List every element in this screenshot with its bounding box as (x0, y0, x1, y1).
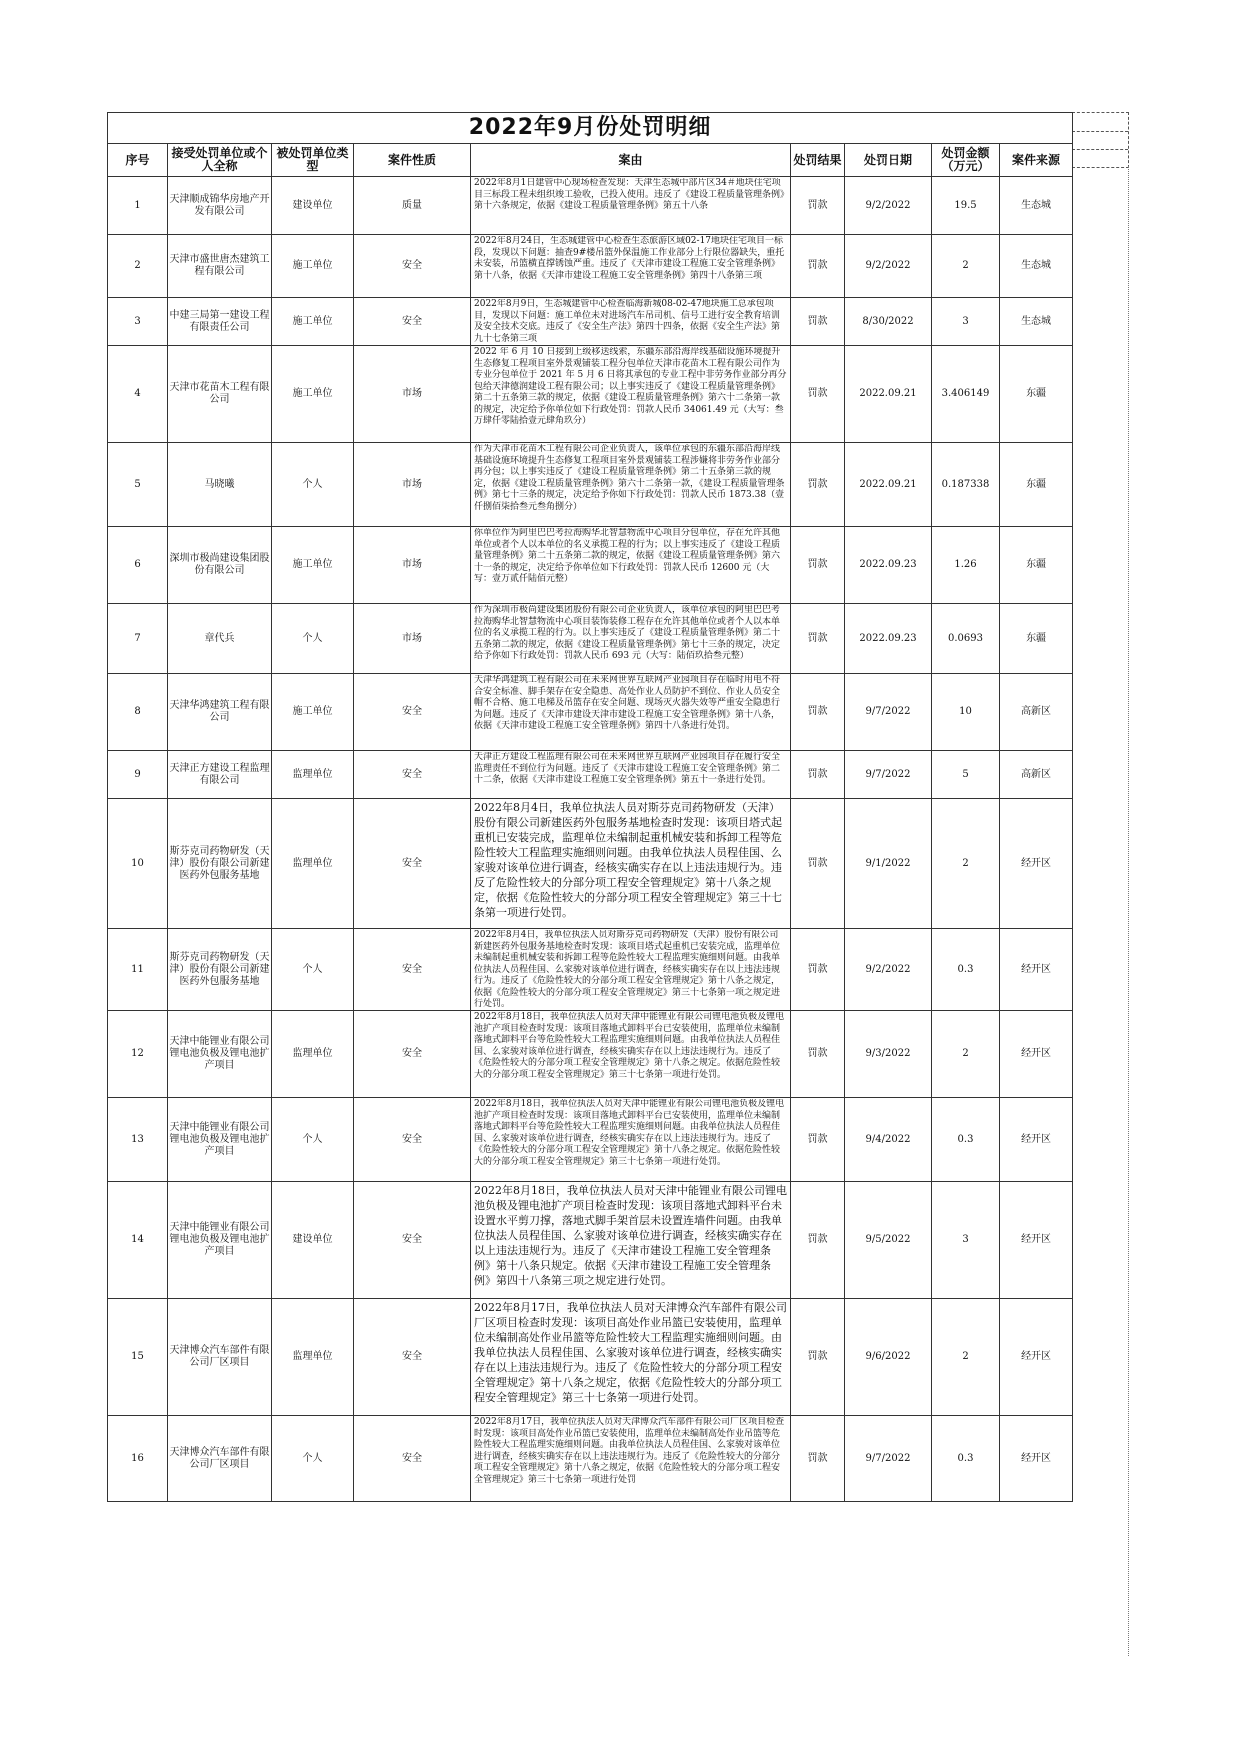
cell-no: 13 (108, 1098, 168, 1182)
table-row (108, 1098, 1073, 1182)
cell-name: 章代兵 (168, 604, 272, 674)
cell-nature: 安全 (354, 929, 471, 1011)
cell-name: 斯芬克司药物研发（天津）股份有限公司新建医药外包服务基地 (168, 929, 272, 1011)
header-reason: 案由 (471, 144, 791, 177)
cell-amount: 10 (932, 674, 1000, 751)
header-row (108, 144, 1073, 177)
cell-reason (471, 235, 791, 298)
cell-reason (471, 1011, 791, 1098)
cell-amount: 0.0693 (932, 604, 1000, 674)
cell-result: 罚款 (791, 1182, 845, 1299)
cell-date: 9/7/2022 (845, 674, 932, 751)
table-row (108, 177, 1073, 235)
reason-text: 作为深圳市极尚建设集团股份有限公司企业负责人，该单位承包的阿里巴巴考拉海购华北智慧物流中心项目装饰装修工程存在允许其他单位或者个人以本单位的名义承揽工程的行为。以上事实违反了《建设工程质量管理条例》第二十五条第二款的规定，依据《建设工程质量管理条例》第七十三条的规定，决定给予你如下行政处罚：罚款人民币 693 元（大写：陆佰玖拾叁元整） (474, 605, 781, 661)
cell-reason (471, 346, 791, 443)
reason-text: 2022年8月24日，生态城建管中心检查生态旅游区域02-17地块住宅项目一标段，发现以下问题：抽查9#楼吊篮外保温施工作业部分上行限位器缺失，重托未安装，吊篮横直撑锈蚀严重。违反了《天津市建设工程施工安全管理条例》第十八条，依据《天津市建设工程施工安全管理条例》第四十八条第三项 (474, 236, 785, 281)
cell-source: 经开区 (1000, 1182, 1073, 1299)
cell-amount: 2 (932, 1011, 1000, 1098)
cell-amount: 2 (932, 235, 1000, 298)
cell-nature: 安全 (354, 1299, 471, 1416)
table-row (108, 1416, 1073, 1502)
cell-date: 9/2/2022 (845, 235, 932, 298)
reason-text: 天津华鸿建筑工程有限公司在未来网世界互联网产业园项目存在临时用电不符合安全标准、脚手架存在安全隐患、高处作业人员防护不到位、作业人员安全帽不合格、施工电梯及吊篮存在安全问题、现场灭火器失效等严重安全隐患行为问题。违反了《天津市建设天津市建设工程施工安全管理条例》第十八条，依据《天津市建设工程施工安全管理条例》第四十八条进行处罚。 (474, 675, 781, 731)
table-row (108, 1182, 1073, 1299)
cell-reason (471, 929, 791, 1011)
cell-amount: 19.5 (932, 177, 1000, 235)
cell-no: 12 (108, 1011, 168, 1098)
cell-result: 罚款 (791, 443, 845, 527)
cell-source: 经开区 (1000, 1299, 1073, 1416)
cell-date: 9/2/2022 (845, 929, 932, 1011)
table-row (108, 674, 1073, 751)
cell-result: 罚款 (791, 1098, 845, 1182)
cell-source: 生态城 (1000, 298, 1073, 346)
cell-type: 施工单位 (272, 298, 354, 346)
cell-no: 7 (108, 604, 168, 674)
cell-result: 罚款 (791, 527, 845, 604)
cell-date: 2022.09.21 (845, 346, 932, 443)
cell-amount: 5 (932, 751, 1000, 799)
reason-text: 2022年8月9日，生态城建管中心检查临海新城08-02-47地块施工总承包项目，发现以下问题：施工单位未对进场汽车吊司机、信号工进行安全教育培训及安全技术交底。违反了《安全生产法》第四十四条，依据《安全生产法》第九十七条第三项 (474, 299, 781, 344)
cell-reason (471, 604, 791, 674)
penalty-sheet (107, 112, 1107, 1502)
cell-type: 监理单位 (272, 751, 354, 799)
cell-source: 东疆 (1000, 346, 1073, 443)
cell-source: 经开区 (1000, 929, 1073, 1011)
cell-reason (471, 799, 791, 929)
reason-text: 2022年8月18日，我单位执法人员对天津中能锂业有限公司锂电池负极及锂电池扩产项目检查时发现：该项目落地式卸料平台已安装使用，监理单位未编制落地式卸料平台等危险性较大工程监理实施细则问题。由我单位执法人员程佳国、么家骏对该单位进行调查，经核实确实存在以上违法违规行为。违反了《危险性较大的分部分项工程安全管理规定》第十八条之规定。依据危险性较大的分部分项工程安全管理规定》第三十七条第一项进行处罚。 (474, 1012, 785, 1080)
header-nature: 案件性质 (354, 144, 471, 177)
cell-no: 5 (108, 443, 168, 527)
cell-nature: 市场 (354, 443, 471, 527)
reason-text: 作为天津市花苗木工程有限公司企业负责人，该单位承包的东疆东部沿海岸线基础设施环境提升生态修复工程项目室外景观铺装工程涉嫌将非劳务作业部分再分包；以上事实违反了《建设工程质量管理条例》第二十五条第三款的规定，依据《建设工程质量管理条例》第六十二条第一款，《建设工程质量管理条例》第七十三条的规定，决定给予你如下行政处罚：罚款人民币 1873.38（壹仟捌佰柒拾叁元叁角捌分） (474, 444, 785, 512)
cell-no: 3 (108, 298, 168, 346)
cell-amount: 1.26 (932, 527, 1000, 604)
reason-text: 2022 年 6 月 10 日接到上级移送线索，东疆东部沿海岸线基础设施环境提升生态修复工程项目室外景观铺装工程分包单位天津市花苗木工程有限公司作为专业分包单位于 2021 年 5 月 6 日将其承包的专业工程中非劳务作业部分再分包给天津德润建设工程有限公司；以上事实违反了《建设工程质量管理条例》第二十五条第三款的规定，依据《建设工程质量管理条例》第六十二条第一款的规定，决定给予你单位如下行政处罚：罚款人民币 34061.49 元（大写：叁万肆仟零陆拾壹元肆角玖分） (474, 347, 787, 426)
cell-nature: 安全 (354, 298, 471, 346)
cell-date: 9/2/2022 (845, 177, 932, 235)
cell-no: 4 (108, 346, 168, 443)
table-row (108, 443, 1073, 527)
cell-name: 天津中能锂业有限公司锂电池负极及锂电池扩产项目 (168, 1098, 272, 1182)
cell-source: 经开区 (1000, 1416, 1073, 1502)
cell-no: 11 (108, 929, 168, 1011)
cell-nature: 安全 (354, 1182, 471, 1299)
cell-amount: 2 (932, 799, 1000, 929)
cell-source: 经开区 (1000, 1011, 1073, 1098)
page-title: 2022年9月份处罚明细 (108, 113, 1073, 144)
reason-text: 2022年8月4日，我单位执法人员对斯芬克司药物研发（天津）股份有限公司新建医药外包服务基地检查时发现：该项目塔式起重机已安装完成，监理单位未编制起重机械安装和拆卸工程等危险性较大工程监理实施细则问题。由我单位执法人员程佳国、么家骏对该单位进行调查，经核实确实存在以上违法违规行为。违反了《危险性较大的分部分项工程安全管理规定》第十八条之规定，依据《危险性较大的分部分项工程安全管理规定》第三十七条第一项之规定进行处罚。 (474, 930, 781, 1009)
table-row (108, 298, 1073, 346)
cell-type: 监理单位 (272, 1299, 354, 1416)
cell-result: 罚款 (791, 177, 845, 235)
cell-type: 个人 (272, 929, 354, 1011)
cell-type: 施工单位 (272, 346, 354, 443)
cell-reason (471, 298, 791, 346)
cell-type: 施工单位 (272, 235, 354, 298)
table-row (108, 1011, 1073, 1098)
reason-text: 2022年8月17日，我单位执法人员对天津博众汽车部件有限公司厂区项目检查时发现：该项目高处作业吊篮已安装使用，监理单位未编制高处作业吊篮等危险性较大工程监理实施细则问题。由我单位执法人员程佳国、么家骏对该单位进行调查，经核实确实存在以上违法违规行为。违反了《危险性较大的分部分项工程安全管理规定》第十八条之规定，依据《危险性较大的分部分项工程安全管理规定》第三十七条第一项进行处罚 (474, 1417, 785, 1485)
header-type: 被处罚单位类型 (272, 144, 354, 177)
cell-source: 东疆 (1000, 443, 1073, 527)
cell-reason (471, 1416, 791, 1502)
cell-result: 罚款 (791, 1299, 845, 1416)
cell-nature: 安全 (354, 674, 471, 751)
cell-date: 9/3/2022 (845, 1011, 932, 1098)
cell-type: 建设单位 (272, 177, 354, 235)
cell-source: 东疆 (1000, 527, 1073, 604)
cell-amount: 3 (932, 298, 1000, 346)
cell-amount: 2 (932, 1299, 1000, 1416)
cell-source: 高新区 (1000, 674, 1073, 751)
cell-reason (471, 177, 791, 235)
reason-text: 你单位作为阿里巴巴考拉海购华北智慧物流中心项目分包单位，存在允许其他单位或者个人以本单位的名义承揽工程的行为；以上事实违反了《建设工程质量管理条例》第二十五条第二款的规定，依据《建设工程质量管理条例》第六十一条的规定，决定给予你单位如下行政处罚：罚款人民币 12600 元（大写：壹万贰仟陆佰元整） (474, 528, 781, 584)
cell-result: 罚款 (791, 751, 845, 799)
reason-text: 天津正方建设工程监理有限公司在未来网世界互联网产业园项目存在履行安全监理责任不到位行为问题。违反了《天津市建设工程施工安全管理条例》第二十二条，依据《天津市建设工程施工安全管理条例》第五十一条进行处罚。 (474, 752, 781, 785)
header-source: 案件来源 (1000, 144, 1073, 177)
cell-reason (471, 674, 791, 751)
cell-nature: 安全 (354, 235, 471, 298)
cell-date: 9/5/2022 (845, 1182, 932, 1299)
reason-text: 2022年8月18日，我单位执法人员对天津中能锂业有限公司锂电池负极及锂电池扩产项目检查时发现：该项目落地式卸料平台未设置水平剪刀撑，落地式脚手架首层未设置连墙件问题。由我单位执法人员程佳国、么家骏对该单位进行调查，经核实确实存在以上违法违规行为。违反了《天津市建设工程施工安全管理条例》第十八条只规定。依据《天津市建设工程施工安全管理条例》第四十八条第三项之规定进行处罚。 (474, 1184, 787, 1287)
cell-type: 施工单位 (272, 674, 354, 751)
cell-source: 经开区 (1000, 799, 1073, 929)
cell-date: 9/1/2022 (845, 799, 932, 929)
table-row (108, 799, 1073, 929)
reason-text: 2022年8月17日，我单位执法人员对天津博众汽车部件有限公司厂区项目检查时发现：该项目高处作业吊篮已安装使用，监理单位未编制高处作业吊篮等危险性较大工程监理实施细则问题。由我单位执法人员程佳国、么家骏对该单位进行调查，经核实确实存在以上违法违规行为。违反了《危险性较大的分部分项工程安全管理规定》第十八条之规定，依据《危险性较大的分部分项工程安全管理规定》第三十七条第一项进行处罚。 (474, 1301, 787, 1404)
cell-type: 建设单位 (272, 1182, 354, 1299)
cell-amount: 0.3 (932, 1098, 1000, 1182)
cell-name: 中建三局第一建设工程有限责任公司 (168, 298, 272, 346)
cell-type: 监理单位 (272, 799, 354, 929)
reason-text: 2022年8月4日，我单位执法人员对斯芬克司药物研发（天津）股份有限公司新建医药外包服务基地检查时发现：该项目塔式起重机已安装完成，监理单位未编制起重机械安装和拆卸工程等危险性较大工程监理实施细则问题。由我单位执法人员程佳国、么家骏对该单位进行调查，经核实确实存在以上违法违规行为。违反了危险性较大的分部分项工程安全管理规定》第十八条之规定，依据《危险性较大的分部分项工程安全管理规定》第三十七条第一项进行处罚。 (474, 801, 782, 919)
cell-date: 9/7/2022 (845, 1416, 932, 1502)
cell-result: 罚款 (791, 604, 845, 674)
cell-type: 施工单位 (272, 527, 354, 604)
cell-name: 天津市花苗木工程有限公司 (168, 346, 272, 443)
table-row (108, 1299, 1073, 1416)
cell-date: 8/30/2022 (845, 298, 932, 346)
cell-result: 罚款 (791, 1416, 845, 1502)
cell-reason (471, 751, 791, 799)
cell-no: 15 (108, 1299, 168, 1416)
cell-date: 2022.09.21 (845, 443, 932, 527)
cell-date: 9/6/2022 (845, 1299, 932, 1416)
cell-result: 罚款 (791, 298, 845, 346)
cell-nature: 市场 (354, 346, 471, 443)
cell-result: 罚款 (791, 235, 845, 298)
cell-result: 罚款 (791, 929, 845, 1011)
cell-type: 个人 (272, 1098, 354, 1182)
cell-nature: 市场 (354, 604, 471, 674)
cell-name: 天津顺成锦华房地产开发有限公司 (168, 177, 272, 235)
cell-nature: 安全 (354, 1416, 471, 1502)
cell-type: 监理单位 (272, 1011, 354, 1098)
cell-amount: 0.187338 (932, 443, 1000, 527)
header-result: 处罚结果 (791, 144, 845, 177)
cell-no: 8 (108, 674, 168, 751)
table-row (108, 751, 1073, 799)
cell-nature: 安全 (354, 799, 471, 929)
cell-reason (471, 527, 791, 604)
cell-reason (471, 1098, 791, 1182)
table-row (108, 604, 1073, 674)
cell-name: 天津中能锂业有限公司锂电池负极及锂电池扩产项目 (168, 1011, 272, 1098)
cell-name: 深圳市极尚建设集团股份有限公司 (168, 527, 272, 604)
cell-result: 罚款 (791, 674, 845, 751)
table-row (108, 929, 1073, 1011)
table-row (108, 235, 1073, 298)
cell-nature: 安全 (354, 1011, 471, 1098)
cell-result: 罚款 (791, 1011, 845, 1098)
cell-reason (471, 1182, 791, 1299)
cell-source: 经开区 (1000, 1098, 1073, 1182)
cell-result: 罚款 (791, 346, 845, 443)
cell-name: 天津博众汽车部件有限公司厂区项目 (168, 1416, 272, 1502)
header-amount: 处罚金额（万元） (932, 144, 1000, 177)
cell-name: 天津正方建设工程监理有限公司 (168, 751, 272, 799)
cell-date: 9/7/2022 (845, 751, 932, 799)
cell-source: 高新区 (1000, 751, 1073, 799)
cell-name: 天津市盛世唐杰建筑工程有限公司 (168, 235, 272, 298)
cell-no: 9 (108, 751, 168, 799)
cell-amount: 0.3 (932, 929, 1000, 1011)
cell-type: 个人 (272, 443, 354, 527)
table-row (108, 346, 1073, 443)
cell-date: 2022.09.23 (845, 527, 932, 604)
penalty-table (107, 112, 1073, 1502)
cell-name: 天津华鸿建筑工程有限公司 (168, 674, 272, 751)
reason-text: 2022年8月1日建管中心现场检查发现：天津生态城中部片区34＃地块住宅项目三标段工程未组织竣工验收，已投入使用。违反了《建设工程质量管理条例》第十六条规定，依据《建设工程质量管理条例》第五十八条 (474, 178, 785, 211)
cell-no: 1 (108, 177, 168, 235)
cell-source: 生态城 (1000, 235, 1073, 298)
cell-no: 14 (108, 1182, 168, 1299)
cell-nature: 安全 (354, 1098, 471, 1182)
cell-name: 天津中能锂业有限公司锂电池负极及锂电池扩产项目 (168, 1182, 272, 1299)
cell-reason (471, 1299, 791, 1416)
gridline (1128, 166, 1129, 1656)
cell-source: 东疆 (1000, 604, 1073, 674)
reason-text: 2022年8月18日，我单位执法人员对天津中能锂业有限公司锂电池负极及锂电池扩产项目检查时发现：该项目落地式卸料平台已安装使用，监理单位未编制落地式卸料平台等危险性较大工程监理实施细则问题。由我单位执法人员程佳国、么家骏对该单位进行调查，经核实确实存在以上违法违规行为。违反了《危险性较大的分部分项工程安全管理规定》第十八条之规定。依据危险性较大的分部分项工程安全管理规定》第三十七条第一项进行处罚。 (474, 1099, 785, 1167)
cell-reason (471, 443, 791, 527)
cell-date: 2022.09.23 (845, 604, 932, 674)
cell-name: 天津博众汽车部件有限公司厂区项目 (168, 1299, 272, 1416)
table-row (108, 527, 1073, 604)
cell-nature: 市场 (354, 527, 471, 604)
cell-amount: 0.3 (932, 1416, 1000, 1502)
cell-nature: 安全 (354, 751, 471, 799)
cell-amount: 3 (932, 1182, 1000, 1299)
cell-name: 斯芬克司药物研发（天津）股份有限公司新建医药外包服务基地 (168, 799, 272, 929)
cell-no: 6 (108, 527, 168, 604)
cell-source: 生态城 (1000, 177, 1073, 235)
cell-type: 个人 (272, 604, 354, 674)
cell-no: 16 (108, 1416, 168, 1502)
cell-date: 9/4/2022 (845, 1098, 932, 1182)
header-date: 处罚日期 (845, 144, 932, 177)
cell-nature: 质量 (354, 177, 471, 235)
cell-amount: 3.406149 (932, 346, 1000, 443)
cell-no: 10 (108, 799, 168, 929)
cell-name: 马晓曦 (168, 443, 272, 527)
header-name: 接受处罚单位或个人全称 (168, 144, 272, 177)
cell-result: 罚款 (791, 799, 845, 929)
header-no: 序号 (108, 144, 168, 177)
cell-no: 2 (108, 235, 168, 298)
cell-type: 个人 (272, 1416, 354, 1502)
